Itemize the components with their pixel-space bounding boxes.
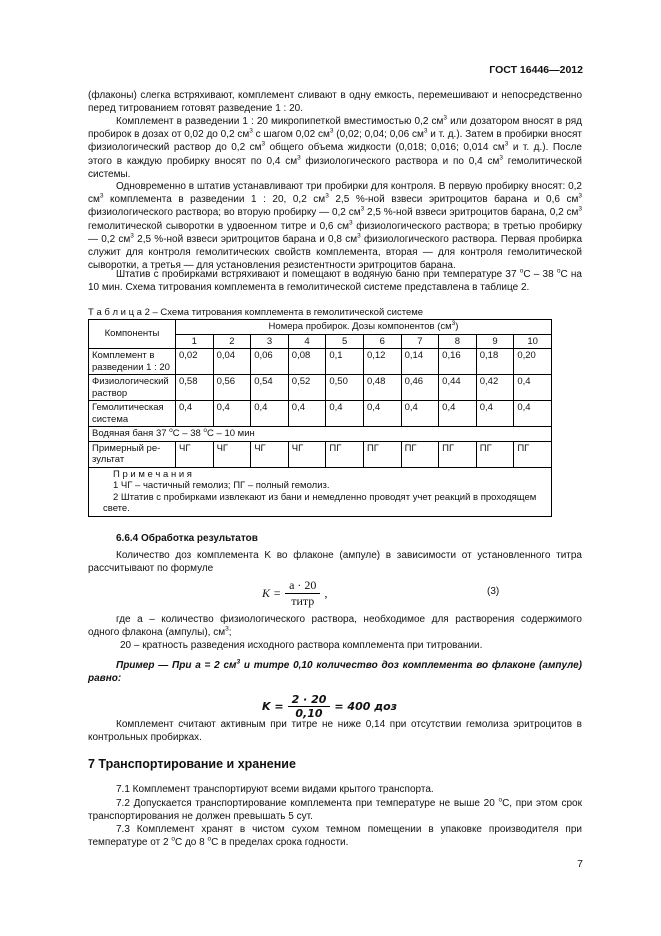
tube-number: 1 [176,334,214,349]
table-cell: 0,02 [176,349,214,375]
table-cell: 0,50 [326,375,364,401]
paragraph-example: Пример — При а = 2 $см^3$ и титре 0,10 количество доз комплемента во флаконе (ампуле) равно: [88,658,583,685]
note-1: 1 ЧГ – частичный гемолиз; ПГ – полный гемолиз. [113,480,330,491]
section-title-6-6-4: 6.6.4 Обработка результатов [116,533,258,544]
table-cell: 0,16 [439,349,477,375]
hw-denominator: 0,10 [295,707,323,720]
water-bath-cell: Водяная баня 37 $^о$С – 38 $^о$С – 10 мин [89,427,552,442]
table-cell: 0,58 [176,375,214,401]
formula-comma: , [324,586,328,600]
table-cell: 0,4 [439,401,477,427]
tube-number: 7 [401,334,439,349]
table-cell: 0,46 [401,375,439,401]
row-label: Примерный результат [89,441,176,467]
table-cell: ПГ [401,441,439,467]
hw-lhs: K = [262,700,284,713]
table-cell: 0,54 [251,375,289,401]
table-row [89,349,552,375]
hw-numerator: 2 · 20 [288,693,331,707]
table-cell: 0,4 [288,401,326,427]
standard-header: ГОСТ 16446—2012 [489,64,583,76]
formula-fraction [285,578,320,609]
paragraph-where-a: где а – количество физиологического раствора, необходимое для растворения содержимого одного флакона (ампулы), $см^3$; [88,614,582,639]
table-cell: ПГ [514,441,552,467]
table-cell: 0,4 [176,401,214,427]
table-cell: 0,4 [514,375,552,401]
table-cell: 0,4 [326,401,364,427]
note-2: 2 Штатив с пробирками извлекают из бани и немедленно проводят учет реакций в проходящем свете. [103,491,537,514]
tube-number: 2 [213,334,251,349]
tube-number: 4 [288,334,326,349]
notes-row [89,467,552,516]
table-cell: 0,14 [401,349,439,375]
paragraph-7-2: 7.2 Допускается транспортирование комплемента при температуре не выше 20 $^о$С, при этом срок транспортирования не должен превышать 5 сут. [88,796,582,823]
table-cell: 0,1 [326,349,364,375]
table-cell: 0,4 [476,401,514,427]
row-label: Гемолитическая система [89,401,176,427]
paragraph-7-1: 7.1 Комплемент транспортируют всеми видами крытого транспорта. [116,784,434,795]
water-bath-row [89,427,552,442]
formula-denominator: титр [291,594,315,608]
table-cell: 0,44 [439,375,477,401]
tube-number: 3 [251,334,289,349]
table-cell: 0,08 [288,349,326,375]
table-cell: ПГ [476,441,514,467]
paragraph-flacons: (флаконы) слегка встряхивают, комплемент сливают в одну емкость, перемешивают и непосредственно перед титрованием готовят разведение 1 : 20. [88,90,582,115]
table-cell: 0,4 [213,401,251,427]
equation-number: (3) [487,586,500,597]
header-components: Компоненты [89,320,176,349]
handwritten-calculation [262,693,397,720]
tube-number: 8 [439,334,477,349]
paragraph-7-3: 7.3 Комплемент хранят в чистом сухом темном помещении в упаковке производителя при температуре от 2 $^о$С до 8 $^о$С в пределах срока годности. [88,824,582,849]
tube-number: 6 [363,334,401,349]
table-cell: ЧГ [213,441,251,467]
paragraph-dilution: Комплемент в разведении 1 : 20 микропипеткой вместимостью 0,2 $см^3$ или дозатором вносят в ряд пробирок в дозах от 0,02 до 0,2 $см^3$ с шагом 0,02 $см^3$ (0,02; 0,04; 0,06 $см^3$ и т. д.). Затем в пробирки вносят физиологический раствор до 0,2 $см^3$ общего объема жидкости (0,018; 0,016; 0,014 $см^3$ и т. д.). После этого в каждую пробирку вносят по 0,4 $см^3$ физиологического раствора и по 0,4 $см^3$ гемолитической системы. [88,114,583,180]
table-cell: ЧГ [176,441,214,467]
table-row [89,441,552,467]
hw-result: = 400 доз [334,700,398,713]
notes-title: П р и м е ч а н и я [113,468,192,480]
table-cell: 0,4 [251,401,289,427]
formula-3 [262,578,327,609]
table-cell: ЧГ [288,441,326,467]
table-cell: ПГ [363,441,401,467]
table-cell: 0,06 [251,349,289,375]
formula-numerator: a · 20 [285,578,320,594]
table-cell: 0,04 [213,349,251,375]
tube-number: 9 [476,334,514,349]
table-cell: 0,12 [363,349,401,375]
tube-number: 10 [514,334,552,349]
paragraph-formula-intro: Количество доз комплемента K во флаконе (ампуле) в зависимости от установленного титра рассчитывают по формуле [88,550,582,575]
table-cell: 0,48 [363,375,401,401]
paragraph-conclusion: Комплемент считают активным при титре не ниже 0,14 при отсутствии гемолиза эритроцитов в контрольных пробирках. [88,719,582,744]
table-cell: 0,4 [514,401,552,427]
table-cell: 0,18 [476,349,514,375]
table-cell: 0,42 [476,375,514,401]
table-cell: 0,4 [401,401,439,427]
paragraph-where-20: 20 – кратность разведения исходного раствора комплемента при титровании. [120,640,483,651]
section-title-7: 7 Транспортирование и хранение [88,757,296,771]
hw-fraction [288,693,331,720]
table-row [89,375,552,401]
tube-number: 5 [326,334,364,349]
titration-table [88,319,552,517]
table-caption: Т а б л и ц а 2 – Схема титрования комплемента в гемолитической системе [88,307,424,318]
table-cell: ПГ [439,441,477,467]
formula-lhs: K = [262,586,282,600]
paragraph-controls: Одновременно в штатив устанавливают три пробирки для контроля. В первую пробирку вносят: 0,2 $см^3$ комплемента в разведении 1 : 20, 0,2 $см^3$ 2,5 %-ной взвеси эритроцитов барана и 0,6 $см^3$ физиологического раствора; во вторую пробирку — 0,2 $см^3$ 2,5 %-ной взвеси эритроцитов барана, 0,2 $см^3$ гемолитической сыворотки в удвоенном титре и 0,6 $см^3$ физиологического раствора; в третью пробирку — 0,2 $см^3$ 2,5 %-ной взвеси эритроцитов барана и 0,8 $см^3$ физиологического раствора. Первая пробирка служит для контроля гемолитических свойств комплемента, вторая — для контроля гемолитической сыворотки, а третья — для установления резистентности эритроцитов барана. [88,181,583,272]
table-row [89,401,552,427]
notes-cell [89,467,552,516]
page-number: 7 [577,858,583,870]
table-cell: ЧГ [251,441,289,467]
table-cell: 0,20 [514,349,552,375]
paragraph-water-bath: Штатив с пробирками встряхивают и помещают в водяную баню при температуре 37 $^о$С – 38 $^о$С на 10 мин. Схема титрования комплемента в гемолитической системе представлена в таблице 2. [88,267,582,294]
row-label: Физиологический раствор [89,375,176,401]
table-cell: 0,4 [363,401,401,427]
table-cell: 0,52 [288,375,326,401]
header-tube-numbers: Номера пробирок. Дозы компонентов $(см^3)$ [176,320,552,335]
row-label: Комплемент в разведении 1 : 20 [89,349,176,375]
table-header-row [89,320,552,335]
table-cell: ПГ [326,441,364,467]
table-cell: 0,56 [213,375,251,401]
